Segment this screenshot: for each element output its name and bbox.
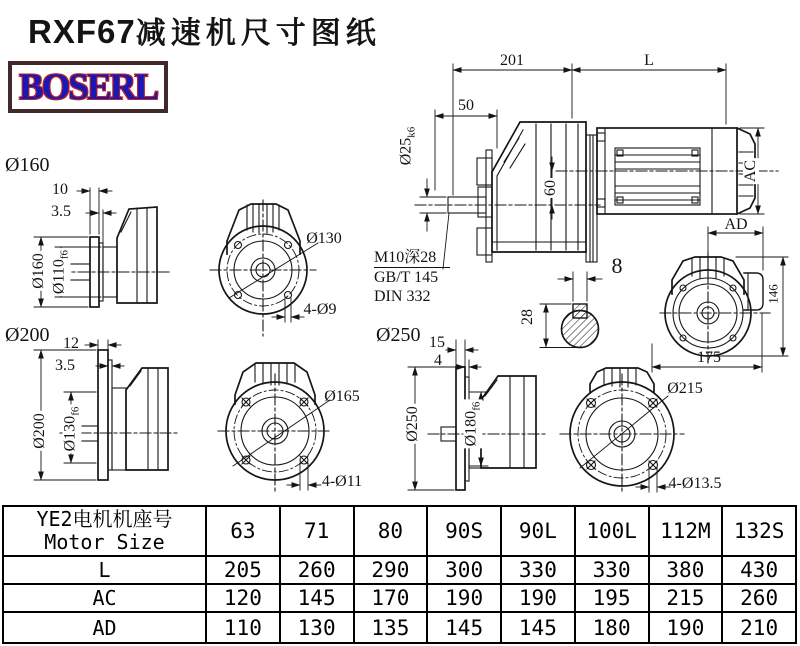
table-cell: 145 xyxy=(427,612,501,643)
dim-dia130-spigot xyxy=(62,405,81,454)
dim-3-5: 3.5 xyxy=(51,203,71,220)
table-cell: 215 xyxy=(649,584,723,612)
dim-dia180-spigot xyxy=(463,400,482,449)
standard-gb: GB/T 145 xyxy=(374,269,439,286)
table-cell: 195 xyxy=(575,584,649,612)
column-71: 71 xyxy=(280,506,354,556)
section-label-flange160: Ø160 xyxy=(5,154,50,176)
table-cell: 180 xyxy=(575,612,649,643)
table-cell: 170 xyxy=(354,584,428,612)
dia130-value: Ø130 xyxy=(61,415,79,452)
shaft-thread-note xyxy=(374,248,450,306)
dia180-tolerance: f6 xyxy=(470,401,483,411)
table-cell: 380 xyxy=(649,556,723,584)
table-cell: 260 xyxy=(722,584,796,612)
table-cell: 110 xyxy=(206,612,280,643)
dim-3-5-200: 3.5 xyxy=(55,357,75,374)
table-header-row xyxy=(3,506,796,556)
table-cell: 130 xyxy=(280,612,354,643)
flange250-front-view xyxy=(560,368,684,494)
table-cell: 430 xyxy=(722,556,796,584)
dim-key-width-8: 8 xyxy=(611,253,623,278)
dim-key-height-28: 28 xyxy=(519,309,536,325)
dim-L: L xyxy=(644,52,654,69)
dim-holes-4d9: 4-Ø9 xyxy=(303,301,337,318)
table-row-AC xyxy=(3,584,796,612)
standard-din: DIN 332 xyxy=(374,288,431,305)
dim-dia200: Ø200 xyxy=(31,413,48,449)
table-cell: 330 xyxy=(501,556,575,584)
table-cell: 145 xyxy=(280,584,354,612)
motor-size-header-en: Motor Size xyxy=(44,530,165,554)
shaft-dia-value: Ø25 xyxy=(397,137,415,166)
dia110-tolerance: f6 xyxy=(58,249,71,260)
dim-4: 4 xyxy=(434,352,442,369)
dim-50: 50 xyxy=(458,97,474,114)
section-label-flange250: Ø250 xyxy=(376,324,421,346)
row-label-AC: AC xyxy=(3,584,206,612)
dim-10: 10 xyxy=(52,181,68,198)
table-cell: 330 xyxy=(575,556,649,584)
motor-dimension-table xyxy=(2,505,797,644)
model-number: RXF67 xyxy=(28,13,136,50)
dim-12: 12 xyxy=(63,335,79,352)
shaft-dia-tolerance: k6 xyxy=(405,126,418,138)
brand-logo-text: BOSERL xyxy=(18,66,158,108)
table-cell: 145 xyxy=(501,612,575,643)
dim-AC: AC xyxy=(742,159,759,183)
column-132S: 132S xyxy=(722,506,796,556)
dim-shaft-diameter xyxy=(398,125,417,168)
dim-dia160: Ø160 xyxy=(30,253,47,289)
title-text: 减速机尺寸图纸 xyxy=(135,17,381,50)
dim-dia130-bolt-circle: Ø130 xyxy=(306,230,342,247)
dim-dia165-bolt-circle: Ø165 xyxy=(324,388,360,405)
dim-holes-4d13-5: 4-Ø13.5 xyxy=(668,475,722,492)
dim-dia250: Ø250 xyxy=(404,406,421,442)
column-100L: 100L xyxy=(575,506,649,556)
column-80: 80 xyxy=(354,506,428,556)
table-cell: 135 xyxy=(354,612,428,643)
table-cell: 300 xyxy=(427,556,501,584)
row-label-AD: AD xyxy=(3,612,206,643)
dim-dia215-bolt-circle: Ø215 xyxy=(667,380,703,397)
dim-holes-4d11: 4-Ø11 xyxy=(321,473,363,490)
motor-size-header xyxy=(3,506,206,556)
row-label-L: L xyxy=(3,556,206,584)
column-63: 63 xyxy=(206,506,280,556)
column-90S: 90S xyxy=(427,506,501,556)
brand-logo xyxy=(8,61,168,113)
column-112M: 112M xyxy=(649,506,723,556)
table-cell: 260 xyxy=(280,556,354,584)
dim-axis-offset-60: 60 xyxy=(542,180,559,196)
dia130-tolerance: f6 xyxy=(69,406,82,416)
motor-size-header-cn: YE2电机机座号 xyxy=(36,507,173,531)
page-title xyxy=(28,8,381,52)
dim-175: 175 xyxy=(697,349,721,366)
table-cell: 205 xyxy=(206,556,280,584)
dim-201: 201 xyxy=(500,52,524,69)
dim-AD: AD xyxy=(724,216,748,233)
dim-146: 146 xyxy=(765,284,781,304)
table-cell: 290 xyxy=(354,556,428,584)
dia180-value: Ø180 xyxy=(462,410,480,447)
thread-spec: M10深28 xyxy=(374,248,450,268)
table-cell: 190 xyxy=(501,584,575,612)
flange160-front-view xyxy=(210,200,318,336)
table-cell: 210 xyxy=(722,612,796,643)
assembly-side-view xyxy=(415,64,778,269)
table-cell: 190 xyxy=(427,584,501,612)
shaft-key-section xyxy=(540,272,602,348)
table-row-AD xyxy=(3,612,796,643)
table-cell: 190 xyxy=(649,612,723,643)
dim-15: 15 xyxy=(429,334,445,351)
dia110-value: Ø110 xyxy=(50,259,68,295)
dim-dia110 xyxy=(51,248,70,296)
section-label-flange200: Ø200 xyxy=(5,324,50,346)
flange200-front-view xyxy=(218,363,332,494)
column-90L: 90L xyxy=(501,506,575,556)
table-cell: 120 xyxy=(206,584,280,612)
table-row-L xyxy=(3,556,796,584)
